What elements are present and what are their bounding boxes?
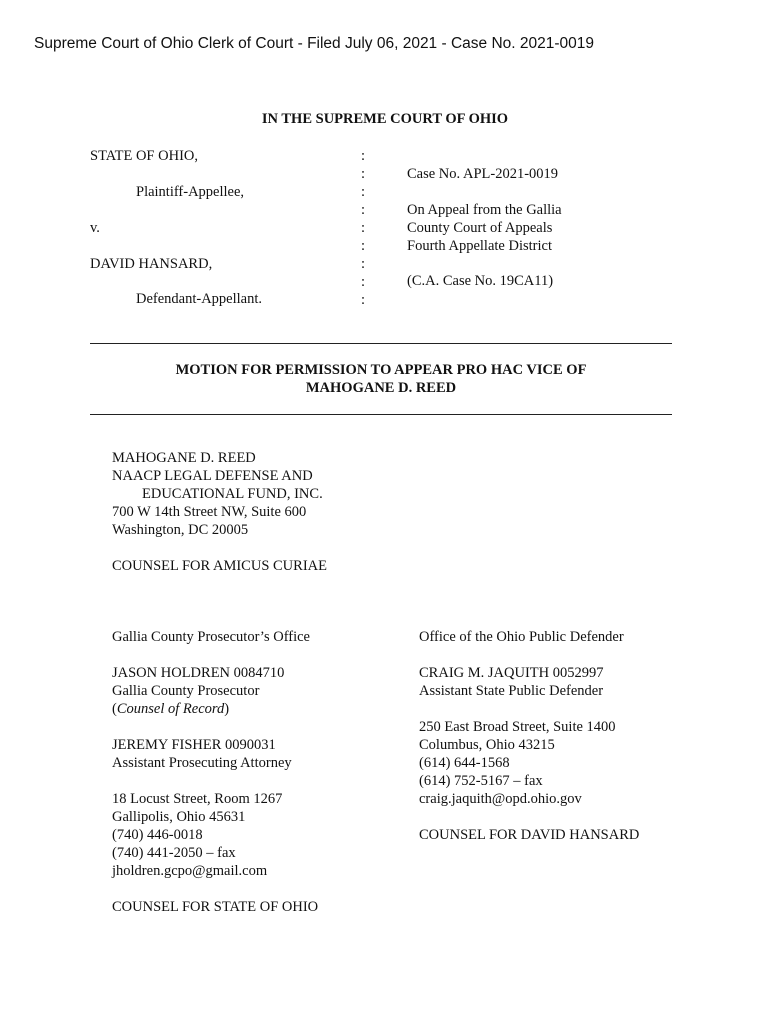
caption-colon: : bbox=[361, 292, 366, 308]
prosecutor-email: jholdren.gcpo@gmail.com bbox=[112, 863, 268, 879]
court-title: IN THE SUPREME COURT OF OHIO bbox=[261, 111, 509, 127]
case-number: Case No. APL-2021-0019 bbox=[407, 166, 559, 182]
caption-defendant: DAVID HANSARD, bbox=[90, 256, 213, 272]
caption-colon: : bbox=[361, 148, 366, 164]
defender-name: CRAIG M. JAQUITH 0052997 bbox=[419, 665, 604, 681]
defender-email: craig.jaquith@opd.ohio.gov bbox=[419, 791, 582, 807]
amicus-address-1: 700 W 14th Street NW, Suite 600 bbox=[112, 504, 307, 520]
prosecution-counsel-block bbox=[112, 628, 318, 916]
amicus-role: COUNSEL FOR AMICUS CURIAE bbox=[112, 558, 327, 574]
prosecutor-address-2: Gallipolis, Ohio 45631 bbox=[112, 809, 246, 825]
divider-rule bbox=[90, 414, 672, 415]
defense-role: COUNSEL FOR DAVID HANSARD bbox=[419, 827, 640, 843]
caption-versus: v. bbox=[90, 220, 100, 236]
appeal-line-1: On Appeal from the Gallia bbox=[407, 202, 562, 218]
prosecutor-fax: (740) 441-2050 – fax bbox=[112, 845, 236, 861]
motion-title bbox=[90, 361, 672, 397]
caption-colon: : bbox=[361, 238, 366, 254]
caption-colon: : bbox=[361, 184, 366, 200]
counsel-of-record-note: (Counsel of Record) bbox=[112, 701, 230, 717]
defender-fax: (614) 752-5167 – fax bbox=[419, 773, 543, 789]
defender-address-1: 250 East Broad Street, Suite 1400 bbox=[419, 719, 616, 735]
caption-plaintiff: STATE OF OHIO, bbox=[90, 148, 198, 164]
appeal-line-2: County Court of Appeals bbox=[407, 220, 553, 236]
caption-colon: : bbox=[361, 166, 366, 182]
defender-title: Assistant State Public Defender bbox=[419, 683, 604, 699]
caption-colon-column bbox=[361, 147, 371, 309]
caption-plaintiff-role: Plaintiff-Appellee, bbox=[136, 184, 245, 200]
motion-title-line-2: MAHOGANE D. REED bbox=[305, 380, 457, 396]
amicus-name: MAHOGANE D. REED bbox=[112, 450, 256, 466]
motion-title-line-1: MOTION FOR PERMISSION TO APPEAR PRO HAC VICE OF bbox=[175, 362, 587, 378]
assistant-prosecutor-title: Assistant Prosecuting Attorney bbox=[112, 755, 292, 771]
caption-colon: : bbox=[361, 256, 366, 272]
prosecution-role: COUNSEL FOR STATE OF OHIO bbox=[112, 899, 319, 915]
caption-colon: : bbox=[361, 220, 366, 236]
amicus-counsel-block bbox=[112, 449, 327, 575]
amicus-address-2: Washington, DC 20005 bbox=[112, 522, 249, 538]
caption-colon: : bbox=[361, 274, 366, 290]
amicus-org-line-1: NAACP LEGAL DEFENSE AND bbox=[112, 468, 313, 484]
prosecutor-title: Gallia County Prosecutor bbox=[112, 683, 260, 699]
filing-stamp: Supreme Court of Ohio Clerk of Court - Filed July 06, 2021 - Case No. 2021-0019 bbox=[34, 35, 594, 52]
ca-case-number: (C.A. Case No. 19CA11) bbox=[407, 273, 554, 289]
prosecutor-name: JASON HOLDREN 0084710 bbox=[112, 665, 285, 681]
caption-colon: : bbox=[361, 202, 366, 218]
appeal-line-3: Fourth Appellate District bbox=[407, 238, 552, 254]
defender-address-2: Columbus, Ohio 43215 bbox=[419, 737, 555, 753]
divider-rule bbox=[90, 343, 672, 344]
defender-office: Office of the Ohio Public Defender bbox=[419, 629, 624, 645]
counsel-of-record-text: Counsel of Record bbox=[116, 701, 225, 717]
caption-defendant-role: Defendant-Appellant. bbox=[136, 291, 263, 307]
assistant-prosecutor-name: JEREMY FISHER 0090031 bbox=[112, 737, 276, 753]
defense-counsel-block bbox=[419, 628, 639, 844]
prosecutor-address-1: 18 Locust Street, Room 1267 bbox=[112, 791, 283, 807]
prosecutor-office: Gallia County Prosecutor’s Office bbox=[112, 629, 310, 645]
defender-phone: (614) 644-1568 bbox=[419, 755, 510, 771]
amicus-org-line-2: EDUCATIONAL FUND, INC. bbox=[142, 486, 323, 502]
prosecutor-phone: (740) 446-0018 bbox=[112, 827, 203, 843]
